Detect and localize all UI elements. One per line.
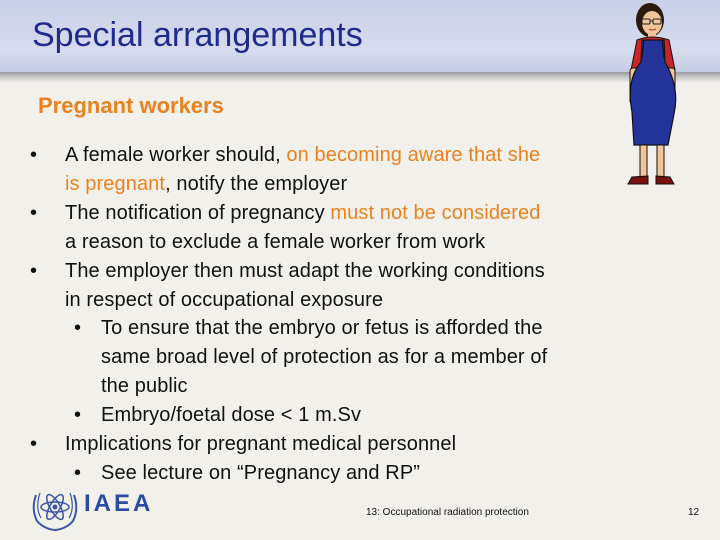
slide-title: Special arrangements [32, 16, 363, 54]
bullet-text: Embryo/foetal dose < 1 m.Sv [101, 404, 362, 427]
bullet-line [28, 141, 658, 170]
bullet-marker: • [30, 259, 38, 282]
bullet-text: a reason to exclude a female worker from work [65, 230, 486, 253]
bullet-line [28, 314, 658, 343]
section-heading: Pregnant workers [38, 93, 224, 118]
bullet-marker: • [30, 201, 38, 224]
bullet-line [28, 430, 658, 459]
bullet-line [28, 459, 658, 488]
highlighted-text: must not be considered [330, 201, 541, 224]
highlighted-text: is pregnant [65, 172, 166, 195]
title-bar-shadow [0, 72, 720, 82]
bullet-line [28, 257, 658, 286]
bullet-line [28, 343, 658, 372]
bullet-text: , notify the employer [165, 172, 348, 195]
bullet-marker: • [74, 461, 82, 484]
bullet-line [28, 286, 658, 315]
bullet-line [28, 372, 658, 401]
footer-course-title: 13: Occupational radiation protection [366, 507, 529, 518]
footer-brand: IAEA [84, 490, 154, 517]
bullet-line [28, 228, 658, 257]
bullet-text: A female worker should, [65, 144, 287, 166]
bullet-marker: • [30, 433, 38, 456]
bullet-marker: • [30, 144, 38, 166]
bullet-list [28, 141, 658, 488]
bullet-text: same broad level of protection as for a member of [101, 346, 548, 369]
bullet-text: To ensure that the embryo or fetus is afforded the [101, 317, 543, 340]
bullet-text: The notification of pregnancy [65, 201, 331, 224]
bullet-text: Implications for pregnant medical personnel [65, 433, 457, 456]
page-number: 12 [688, 507, 700, 518]
bullet-text: the public [101, 375, 188, 398]
bullet-text: The employer then must adapt the working conditions [65, 259, 545, 282]
bullet-text: See lecture on “Pregnancy and RP” [101, 461, 421, 484]
bullet-marker: • [74, 317, 82, 340]
bullet-marker: • [74, 404, 82, 427]
highlighted-text: on becoming aware that she [286, 144, 541, 166]
iaea-logo-icon [30, 485, 80, 531]
bullet-line [28, 199, 658, 228]
bullet-text: in respect of occupational exposure [65, 288, 384, 311]
bullet-line [28, 170, 658, 199]
bullet-line [28, 401, 658, 430]
